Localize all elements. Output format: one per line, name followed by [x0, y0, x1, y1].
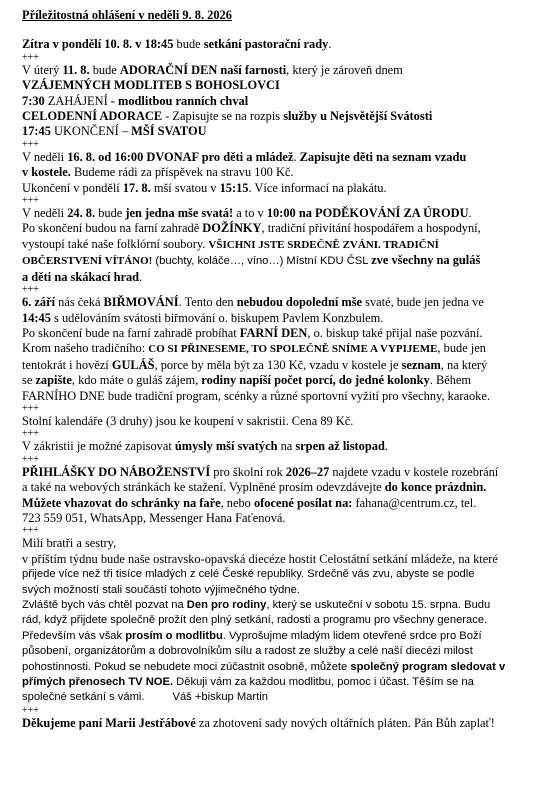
bishop-letter: Milí bratři a sestry, v příštím týdnu bude naše ostravsko-opavská diecéze hostit Celostátní setkání mládeže, na které přijede více než tři tisíce mladých z celé České republiky. Srdečně vás zvu, abyste se podle svých možností stali součástí tohoto výjimečného týdne. Zvláště bych vás chtěl pozvat na Den pro rodiny, který se uskuteční v sobotu 15. srpna. Budu rád, když přijdete společně prožít den plný setkání, radosti a programu pro všechny generace. Především vás však prosím o modlitbu. Vyprošujme mladým lidem otevřené srdce pro Boží působení, organizátorům a dobrovolníkům sílu a radost ze služby a celé naší diecézi milost pohostinnosti. Pokud se nebudete moci zúčastnit osobně, můžete společný program sledovat v přímých přenosech TV NOE. Děkuji vám za každou modlitbu, pomoc i účast. Těším se na společné setkání s vámi. Váš +biskup Martin: [22, 536, 506, 704]
announcement-calendars: Stolní kalendáře (3 druhy) jsou ke koupení v sakristii. Cena 89 Kč.: [22, 413, 354, 428]
announcement-dvonaf: V neděli 16. 8. od 16:00 DVONAF pro děti a mládež. Zapisujte děti na seznam vzadu v kostele. Budeme rádi za příspěvek na stravu 100 Kč. Ukončení v pondělí 17. 8. mší svatou v 15:15. Více informací na plakátu.: [22, 149, 467, 195]
page-title: Příležitostná ohlášení v neděli 9. 8. 2026: [22, 8, 232, 22]
separator: +++: [22, 704, 39, 716]
announcement-pastoral-council: Zítra v pondělí 10. 8. v 18:45 bude setkání pastorační rady.: [22, 37, 332, 52]
announcement-adoration-day: V úterý 11. 8. bude ADORAČNÍ DEN naší farnosti, který je zároveň dnem VZÁJEMNÝCH MODLITEB S BOHOSLOVCI 7:30 ZAHÁJENÍ - modlitbou ranních chval CELODENNÍ ADORACE - Zapisujte se na rozpis služby u Nejsvětější Svátosti 17:45 UKONČENÍ – MŠÍ SVATOU: [22, 62, 433, 139]
separator: +++: [22, 428, 39, 440]
separator: +++: [22, 195, 39, 207]
announcement-thanks: Děkujeme paní Marii Jestřábové za zhotovení sady nových oltářních pláten. Pán Bůh zaplať!: [22, 715, 495, 730]
announcement-confirmation: 6. září nás čeká BIŘMOVÁNÍ. Tento den nebudou dopolední mše svaté, bude jen jedna ve 14:45 s udělováním svátosti biřmování o. biskupem Pavlem Konzbulem. Po skončení bude na farní zahradě probíhat FARNÍ DEN, o. biskup také přijal naše pozvání. Krom našeho tradičního: CO SI PŘINESEME, TO SPOLEČNĚ SNÍME A VYPIJEME, bude jen tentokrát i hovězí GULÁŠ, porce by měla být za 130 Kč, vzadu v kostele je seznam, na který se zapište, kdo máte o guláš zájem, rodiny napíší počet porcí, do jedné kolonky. Během FARNÍHO DNE bude tradiční program, scénky a různé sportovní vyžití pro všechny, karaoke.: [22, 295, 490, 403]
announcement-mass-intentions: V zákristii je možné zapisovat úmysly mší svatých na srpen až listopad.: [22, 439, 388, 454]
separator: +++: [22, 525, 39, 537]
separator: +++: [22, 402, 39, 414]
separator: +++: [22, 453, 39, 465]
separator: +++: [22, 51, 39, 63]
separator: +++: [22, 138, 39, 150]
separator: +++: [22, 284, 39, 296]
announcement-religion-classes: PŘIHLÁŠKY DO NÁBOŽENSTVÍ pro školní rok 2026–27 najdete vzadu v kostele rozebrání a také na webových stránkách ke stažení. Vyplněné prosím odevzdávejte do konce prázdnin. Můžete vhazovat do schránky na faře, nebo ofocené posílat na: fahana@centrum.cz, tel. 723 559 051, WhatsApp, Messenger Hana Faťenová.: [22, 464, 499, 525]
announcements-page: [22, 8, 538, 731]
announcement-harvest-festival: V neděli 24. 8. bude jen jedna mše svatá! a to v 10:00 na PODĚKOVÁNÍ ZA ÚRODU. Po skončení budou na farní zahradě DOŽÍNKY, tradiční přivítání hospodářem a hospodyní, vystoupí také naše folklórní soubory. VŠICHNI JSTE SRDEČNĚ ZVÁNI. TRADIČNÍ OBČERSTVENÍ VÍTÁNO! (buchty, koláče…, víno…) Místní KDU ČSL zve všechny na guláš a děti na skákací hrad.: [22, 206, 481, 284]
